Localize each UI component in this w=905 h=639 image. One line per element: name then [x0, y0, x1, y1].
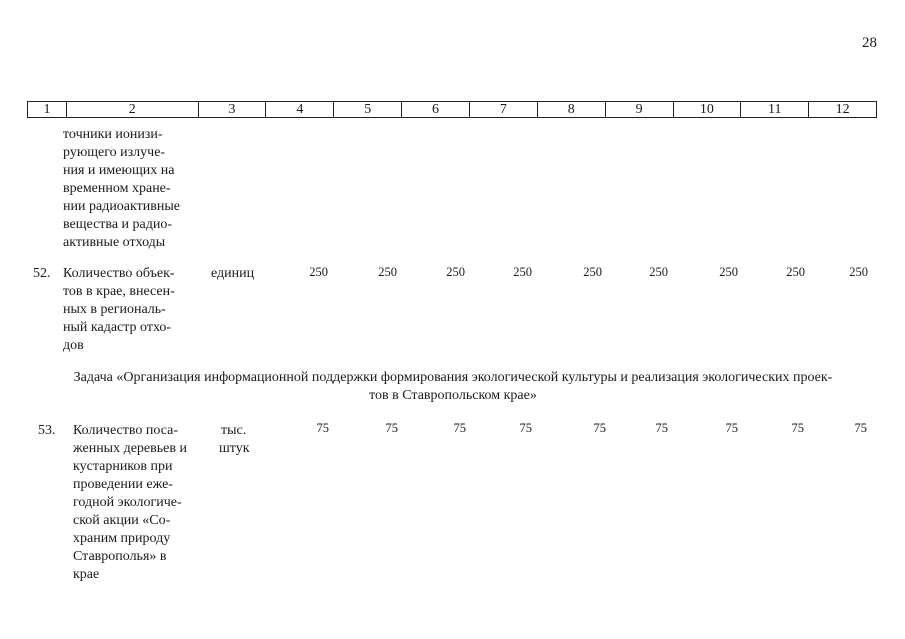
row-53-value-col4: 75	[316, 421, 329, 435]
description-line: дов	[63, 338, 84, 353]
description-line: нии радиоактивные	[63, 199, 180, 214]
description-line: Ставрополья» в	[73, 549, 167, 564]
row-53-value-col9: 75	[655, 421, 668, 435]
row-52-value-col8: 250	[583, 265, 602, 279]
row-53-number: 53.	[38, 423, 56, 438]
row-53-unit-line-1: тыс.	[221, 423, 247, 438]
row-52-value-col9: 250	[649, 265, 668, 279]
column-number-9: 9	[606, 102, 674, 117]
column-number-3: 3	[199, 102, 267, 117]
row-52-value-col7: 250	[513, 265, 532, 279]
description-line: храним природу	[73, 531, 171, 546]
description-line: временном хране-	[63, 181, 171, 196]
row-53-value-col11: 75	[791, 421, 804, 435]
row-53-value-col10: 75	[725, 421, 738, 435]
column-number-10: 10	[674, 102, 742, 117]
description-line: ных в региональ-	[63, 302, 166, 317]
description-line: точники ионизи-	[63, 127, 163, 142]
description-line: Количество поса-	[73, 423, 178, 438]
table-header-row	[27, 101, 877, 118]
column-number-8: 8	[538, 102, 606, 117]
page-number: 28	[862, 35, 877, 51]
row-53-value-col5: 75	[385, 421, 398, 435]
row-52-unit: единиц	[211, 266, 255, 281]
column-number-1: 1	[28, 102, 67, 117]
row-52-number: 52.	[33, 266, 51, 281]
description-line: ный кадастр отхо-	[63, 320, 172, 335]
continued-row-description	[63, 126, 193, 252]
column-number-2: 2	[67, 102, 199, 117]
description-line: проведении еже-	[73, 477, 173, 492]
column-number-12: 12	[835, 102, 850, 117]
description-line: рующего излуче-	[63, 145, 166, 160]
column-number-4: 4	[266, 102, 334, 117]
row-53-unit	[219, 422, 250, 458]
column-number-6: 6	[402, 102, 470, 117]
column-number-5: 5	[334, 102, 402, 117]
description-line: активные отходы	[63, 235, 166, 250]
description-line: вещества и радио-	[63, 217, 173, 232]
row-52-value-col12: 250	[849, 265, 868, 279]
row-52-value-col11: 250	[786, 265, 805, 279]
row-53-value-col12: 75	[854, 421, 867, 435]
task-heading	[30, 369, 876, 405]
row-53-value-col6: 75	[453, 421, 466, 435]
description-line: кустарников при	[73, 459, 173, 474]
row-53-value-col8: 75	[593, 421, 606, 435]
row-52-value-col10: 250	[719, 265, 738, 279]
task-heading-line-1: Задача «Организация информационной поддержки формирования экологической культуры и реализация экологических проек-	[73, 370, 833, 385]
row-53-unit-line-2: штук	[219, 441, 250, 456]
description-line: ской акции «Со-	[73, 513, 171, 528]
column-number-11: 11	[741, 102, 809, 117]
row-52-value-col6: 250	[446, 265, 465, 279]
description-line: женных деревьев и	[73, 441, 187, 456]
description-line: Количество объек-	[63, 266, 175, 281]
description-line: крае	[73, 567, 100, 582]
task-heading-line-2: тов в Ставропольском крае»	[369, 388, 537, 403]
description-line: годной экологиче-	[73, 495, 182, 510]
column-number-7: 7	[470, 102, 538, 117]
row-53-value-col7: 75	[519, 421, 532, 435]
description-line: ния и имеющих на	[63, 163, 175, 178]
row-53-description	[73, 422, 196, 584]
row-52-value-col5: 250	[378, 265, 397, 279]
row-52-description	[63, 265, 193, 355]
description-line: тов в крае, внесен-	[63, 284, 175, 299]
row-52-value-col4: 250	[309, 265, 328, 279]
